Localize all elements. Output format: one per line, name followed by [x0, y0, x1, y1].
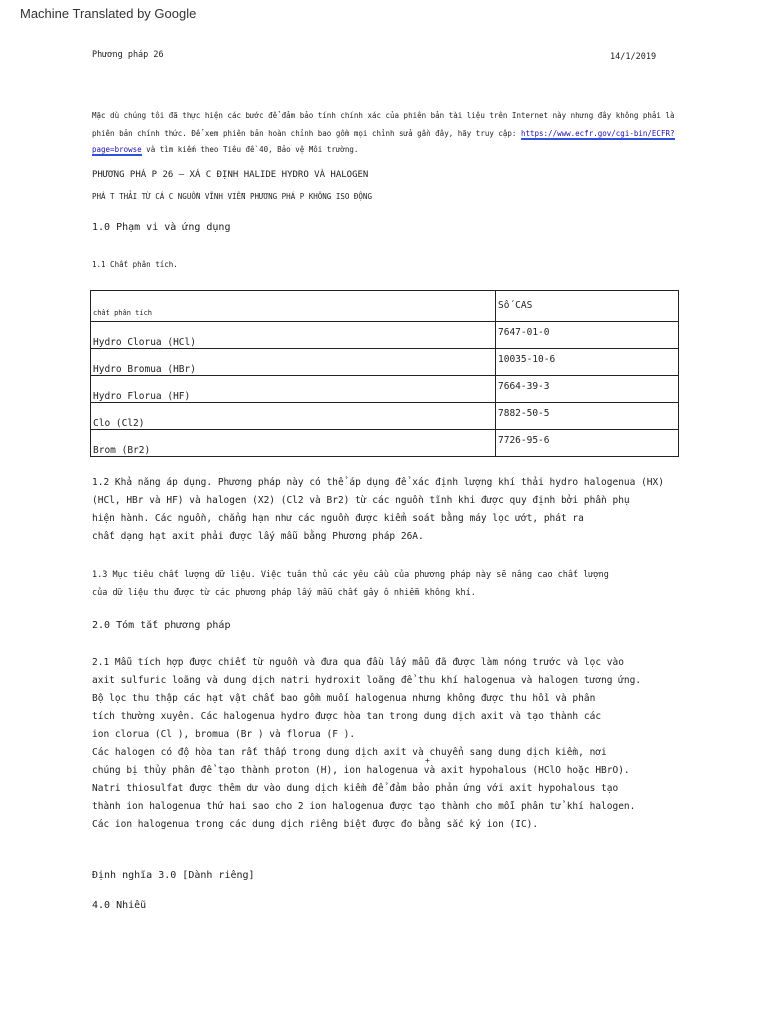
paragraph-line: axit sulfuric loãng và dung dịch natri hydroxit loãng để thu khí halogenua và halogen tương ứng.	[92, 675, 642, 686]
paragraph-line: 1.3 Mục tiêu chất lượng dữ liệu. Việc tuân thủ các yêu cầu của phương pháp này sẽ nâng cao chất lượng	[92, 570, 609, 580]
table-row	[91, 322, 679, 349]
table-cell-cas: 10035-10-6	[496, 349, 679, 376]
table-cell-analyte: Hydro Bromua (HBr)	[91, 349, 496, 376]
header-date: 14/1/2019	[610, 52, 657, 62]
superscript-plus: +	[425, 756, 430, 765]
notice-line-3	[92, 141, 358, 159]
section-1-1-heading: 1.1 Chất phân tích.	[92, 260, 178, 269]
notice-line-1: Mặc dù chúng tôi đã thực hiện các bước để đảm bảo tính chính xác của phiên bản tài liệu trên Internet này nhưng đây không phải là	[92, 111, 675, 120]
paragraph-line: của dữ liệu thu được từ các phương pháp lấy mẫu chất gây ô nhiễm không khí.	[92, 588, 476, 598]
section-2-heading: 2.0 Tóm tắt phương pháp	[92, 620, 231, 631]
section-1-heading: 1.0 Phạm vi và ứng dụng	[92, 222, 231, 233]
table-cell-analyte: Hydro Clorua (HCl)	[91, 322, 496, 349]
paragraph-line: (HCl, HBr và HF) và halogen (X2) (Cl2 và Br2) từ các nguồn tĩnh khi được quy định bởi phần phụ	[92, 495, 630, 506]
table-cell-cas: 7726-95-6	[496, 430, 679, 457]
paragraph-line: thành ion halogenua thứ hai sao cho 2 ion halogenua được tạo thành cho mỗi phân tử khí halogen.	[92, 801, 636, 812]
translation-banner: Machine Translated by Google	[20, 6, 197, 21]
table-row	[91, 349, 679, 376]
paragraph-line: 2.1 Mẫu tích hợp được chiết từ nguồn và đưa qua đầu lấy mẫu đã được làm nóng trước và lọc vào	[92, 657, 624, 668]
notice-line-3-text: và tìm kiếm theo Tiêu đề 40, Bảo vệ Môi trường.	[141, 145, 359, 154]
table-row	[91, 376, 679, 403]
paragraph-line: ion clorua (Cl ), bromua (Br ) và florua (F ).	[92, 729, 356, 740]
table-header-row	[91, 291, 679, 322]
table-header-analyte: chất phân tích	[91, 291, 496, 322]
table-row	[91, 430, 679, 457]
table-cell-analyte: Hydro Florua (HF)	[91, 376, 496, 403]
paragraph-line: hiện hành. Các nguồn, chẳng hạn như các nguồn được kiểm soát bằng máy lọc ướt, phát ra	[92, 513, 584, 524]
table-cell-analyte: Brom (Br2)	[91, 430, 496, 457]
table-cell-cas: 7882-50-5	[496, 403, 679, 430]
table-cell-cas: 7664-39-3	[496, 376, 679, 403]
doc-title: PHƯƠNG PHÁ P 26 – XÁ C ĐỊNH HALIDE HYDRO VÀ HALOGEN	[92, 170, 369, 180]
paragraph-line: Bộ lọc thu thập các hạt vật chất bao gồm muối halogenua nhưng không được thu hồi và phân	[92, 693, 596, 704]
paragraph-line: Các halogen có độ hòa tan rất thấp trong dung dịch axit và chuyển sang dung dịch kiềm, nơi	[92, 747, 607, 758]
doc-subtitle: PHÁ T THẢI TỪ CÁ C NGUỒN VĨNH VIỄN PHƯƠNG PHÁ P KHÔNG ISO ĐỘNG	[92, 192, 372, 201]
paragraph-line: tích thường xuyên. Các halogenua hydro được hòa tan trong dung dịch axit và tạo thành các	[92, 711, 602, 722]
paragraph-line: Natri thiosulfat được thêm dư vào dung dịch kiềm để đảm bảo phản ứng với axit hypohalous tạo	[92, 783, 619, 794]
paragraph-1-3	[92, 566, 609, 602]
table-cell-cas: 7647-01-0	[496, 322, 679, 349]
paragraph-2-1	[92, 654, 641, 834]
table-header-cas: Số CAS	[496, 291, 679, 322]
paragraph-line: 1.2 Khả năng áp dụng. Phương pháp này có thể áp dụng để xác định lượng khí thải hydro halogenua (HX)	[92, 477, 664, 488]
analyte-table	[90, 290, 679, 457]
section-4-heading: 4.0 Nhiễu	[92, 900, 147, 911]
notice-line-2-text: phiên bản chính thức. Để xem phiên bản hoàn chỉnh bao gồm mọi chỉnh sửa gần đây, hãy truy cập:	[92, 129, 521, 138]
ecfr-link[interactable]: https://www.ecfr.gov/cgi-bin/ECFR?	[520, 129, 675, 138]
section-3-heading: Định nghĩa 3.0 [Dành riêng]	[92, 870, 255, 881]
header-method: Phương pháp 26	[92, 50, 164, 60]
table-row	[91, 403, 679, 430]
ecfr-link-continued[interactable]: page=browse	[92, 145, 142, 154]
paragraph-line: chúng bị thủy phân để tạo thành proton (H), ion halogenua và axit hypohalous (HClO hoặc HBrO).	[92, 765, 630, 776]
table-cell-analyte: Clo (Cl2)	[91, 403, 496, 430]
paragraph-line: Các ion halogenua trong các dung dịch riêng biệt được đo bằng sắc ký ion (IC).	[92, 819, 539, 830]
paragraph-1-2	[92, 474, 664, 546]
paragraph-line: chất dạng hạt axit phải được lấy mẫu bằng Phương pháp 26A.	[92, 531, 424, 542]
